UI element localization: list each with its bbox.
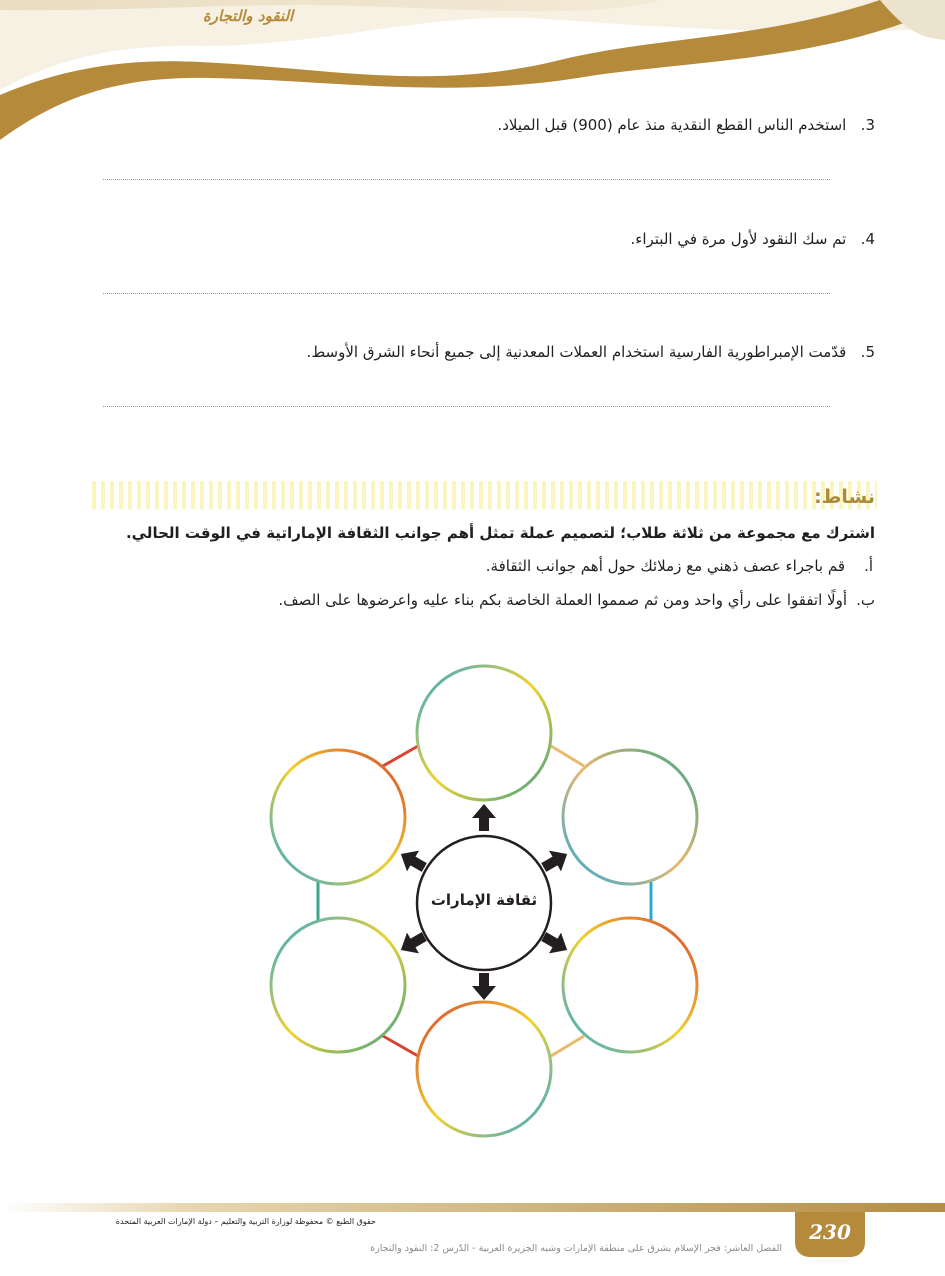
- outer-circle-top: [417, 666, 551, 800]
- copyright-text: حقوق الطبع © محفوظة لوزارة التربية والتعليم – دولة الإمارات العربية المتحدة: [115, 1217, 376, 1226]
- question-text: تم سك النقود لأول مرة في البتراء.: [630, 230, 847, 248]
- step-marker: أ.: [864, 557, 873, 575]
- question-text: قدّمت الإمبراطورية الفارسية استخدام العملات المعدنية إلى جميع أنحاء الشرق الأوسط.: [306, 343, 847, 361]
- step-marker: ب.: [856, 591, 875, 609]
- connector-arc: [551, 1036, 584, 1056]
- question-4: [631, 230, 876, 248]
- header-title: النقود والتجارة: [202, 7, 294, 25]
- arrow-up-icon: [472, 804, 496, 831]
- connector-arc: [551, 746, 584, 766]
- outer-circle-lower-left: [271, 918, 405, 1052]
- outer-circle-bottom: [417, 1002, 551, 1136]
- answer-line[interactable]: [103, 406, 830, 407]
- answer-line[interactable]: [103, 293, 830, 294]
- question-text: استخدم الناس القطع النقدية منذ عام (900) قبل الميلاد.: [497, 116, 847, 134]
- center-label: ثقافة الإمارات: [430, 891, 538, 909]
- activity-title: نشاط:: [814, 486, 875, 508]
- activity-instruction: اشترك مع مجموعة من ثلاثة طلاب؛ لتصميم عملة تمثل أهم جوانب الثقافة الإماراتية في الوقت الحالي.: [125, 524, 875, 542]
- connector-arc: [383, 746, 418, 766]
- activity-step-b: [278, 591, 875, 609]
- question-number: 4.: [860, 230, 875, 248]
- question-5: [307, 343, 875, 361]
- outer-circle-upper-right: [563, 750, 697, 884]
- question-3: [497, 116, 875, 134]
- question-number: 5.: [860, 343, 875, 361]
- outer-circle-upper-left: [271, 750, 405, 884]
- answer-line[interactable]: [103, 179, 830, 180]
- step-text: قم باجراء عصف ذهني مع زملائك حول أهم جوانب الثقافة.: [485, 557, 845, 575]
- arrow-down-icon: [472, 973, 496, 1000]
- page-number: 230: [809, 1220, 851, 1244]
- footer-bar: [0, 1203, 945, 1212]
- question-number: 3.: [860, 116, 875, 134]
- step-text: أولًا اتفقوا على رأي واحد ومن ثم صمموا العملة الخاصة بكم بناء عليه واعرضوها على الصف.: [278, 591, 847, 609]
- connector-arc: [383, 1036, 418, 1056]
- activity-band: [92, 481, 877, 509]
- outer-circle-lower-right: [563, 918, 697, 1052]
- activity-step-a: [485, 557, 873, 575]
- chapter-text: الفصل العاشر: فجر الإسلام يشرق على منطقة الإمارات وشبه الجزيرة العربية - الدّرس 2: النقود والتجارة: [370, 1243, 782, 1254]
